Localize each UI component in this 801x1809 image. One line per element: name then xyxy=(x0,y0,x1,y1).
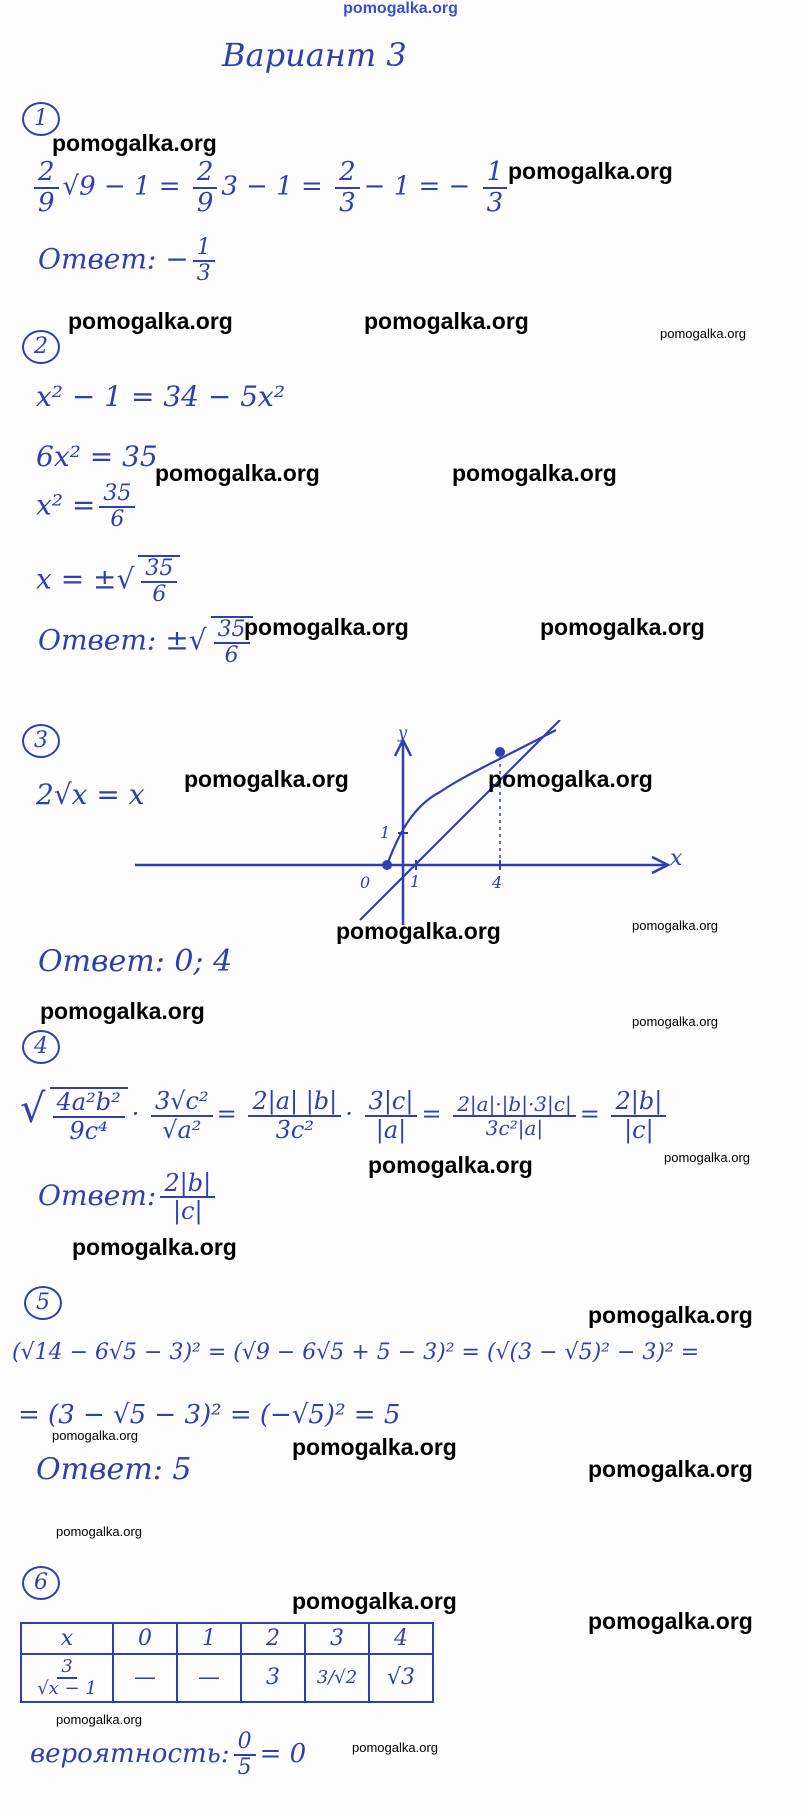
table-header-cell: 0 xyxy=(113,1623,177,1654)
task5-line1: (√14 − 6√5 − 3)² = (√9 − 6√5 + 5 − 3)² = (√(3 − √5)² − 3)² = xyxy=(12,1340,700,1365)
task3-answer: Ответ: 0; 4 xyxy=(38,944,233,979)
watermark: pomogalka.org xyxy=(632,1014,718,1029)
table-cell: 3/√2 xyxy=(305,1654,369,1702)
watermark: pomogalka.org xyxy=(488,766,653,792)
watermark: pomogalka.org xyxy=(660,326,746,341)
watermark: pomogalka.org xyxy=(72,1234,237,1260)
watermark: pomogalka.org xyxy=(664,1150,750,1165)
watermark: pomogalka.org xyxy=(588,1608,753,1634)
task2-line4: x = ±√ $\frac{35}{6}$ xyxy=(36,555,184,607)
axis-x-label: x xyxy=(670,846,683,871)
task1-solution: $\frac{2}{9}$ √9 − 1 = $\frac{2}{9}$ 3 − 1 = $\frac{2}{3}$ − 1 = − $\frac{1}{3}$ xyxy=(30,158,511,217)
watermark: pomogalka.org xyxy=(336,918,501,944)
task2-line2: 6x² = 35 xyxy=(36,440,158,473)
tick-x1: 1 xyxy=(410,872,421,891)
watermark: pomogalka.org xyxy=(52,1428,138,1443)
task5-line2: = (3 − √5 − 3)² = (−√5)² = 5 xyxy=(18,1400,401,1430)
watermark: pomogalka.org xyxy=(292,1434,457,1460)
task3-graph xyxy=(0,720,801,950)
watermark: pomogalka.org xyxy=(364,308,529,334)
page-title: Вариант 3 xyxy=(222,36,407,74)
table-cell: √3 xyxy=(369,1654,433,1702)
watermark: pomogalka.org xyxy=(452,460,617,486)
table-header-cell: 1 xyxy=(177,1623,241,1654)
table-header-cell: 2 xyxy=(241,1623,305,1654)
task4-answer: Ответ: $\frac{2|b|}{|c|}$ xyxy=(38,1170,219,1225)
watermark: pomogalka.org xyxy=(40,998,205,1024)
task5-answer: Ответ: 5 xyxy=(36,1452,192,1487)
watermark: pomogalka.org xyxy=(588,1456,753,1482)
watermark: pomogalka.org xyxy=(184,766,349,792)
table-header-row xyxy=(21,1623,433,1654)
table-row-label: $\frac{3}{√x - 1}$ xyxy=(21,1654,113,1702)
axis-y-label: y xyxy=(398,723,408,742)
watermark: pomogalka.org xyxy=(540,614,705,640)
tick-y1: 1 xyxy=(380,823,391,842)
task-number-3: 3 xyxy=(22,724,60,758)
task-number-1: 1 xyxy=(22,102,60,136)
task-number-4: 4 xyxy=(22,1030,60,1064)
watermark: pomogalka.org xyxy=(292,1588,457,1614)
task1-answer: Ответ: − $\frac{1}{3}$ xyxy=(38,236,219,286)
task2-line1: x² − 1 = 34 − 5x² xyxy=(36,380,286,413)
task-number-5: 5 xyxy=(24,1286,62,1320)
intersection-point-4 xyxy=(495,747,505,757)
task6-probability: вероятность: $\frac{0}{5}$ = 0 xyxy=(30,1729,307,1781)
task2-answer: Ответ: ±√ $\frac{35}{6}$ xyxy=(38,616,257,668)
watermark: pomogalka.org xyxy=(155,460,320,486)
header-watermark: pomogalka.org xyxy=(343,0,458,17)
watermark: pomogalka.org xyxy=(508,158,673,184)
watermark: pomogalka.org xyxy=(56,1712,142,1727)
intersection-point-origin xyxy=(382,860,392,870)
table-row xyxy=(21,1654,433,1702)
task3-equation: 2√x = x xyxy=(36,778,145,811)
watermark: pomogalka.org xyxy=(588,1302,753,1328)
watermark: pomogalka.org xyxy=(68,308,233,334)
table-cell: — xyxy=(113,1654,177,1702)
tick-x4: 4 xyxy=(492,873,503,892)
table-header-cell: x xyxy=(21,1623,113,1654)
watermark: pomogalka.org xyxy=(56,1524,142,1539)
task4-solution: √ $\frac{\text{4a²b²}}{\text{9c⁴}}$ · $\frac{\text{3√c²}}{\text{√a²}}$ = $\frac{2|a| |b|}{\text{3c²}}$ · $\frac{3|c|}{|a|}$ = $\frac{2|a|\cdot|b|\cdot 3|c|}{\text{3c²|a|}}$ = $\frac{2|b|}{|c|}$ xyxy=(20,1086,670,1144)
table-header-cell: 4 xyxy=(369,1623,433,1654)
task-number-2: 2 xyxy=(22,330,60,364)
tick-origin: 0 xyxy=(360,873,371,892)
watermark: pomogalka.org xyxy=(352,1740,438,1755)
table-cell: 3 xyxy=(241,1654,305,1702)
table-cell: — xyxy=(177,1654,241,1702)
watermark: pomogalka.org xyxy=(632,918,718,933)
task-number-6: 6 xyxy=(22,1566,60,1600)
line-y-equals-x xyxy=(360,720,560,920)
watermark: pomogalka.org xyxy=(368,1152,533,1178)
watermark: pomogalka.org xyxy=(244,614,409,640)
task2-line3: x² = $\frac{35}{6}$ xyxy=(36,482,139,532)
watermark: pomogalka.org xyxy=(52,130,217,156)
table-header-cell: 3 xyxy=(305,1623,369,1654)
task6-value-table xyxy=(20,1622,434,1703)
